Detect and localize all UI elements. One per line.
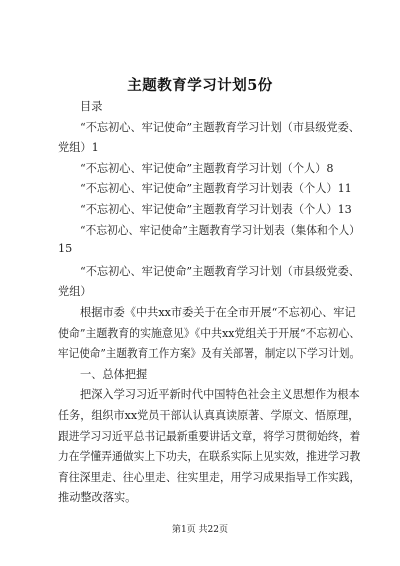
page-footer: 第1页 共22页	[171, 525, 229, 535]
paragraph-line: 育往深里走、往心里走、往实里走，用学习成果指导工作实践，	[58, 470, 361, 484]
paragraph-line: 任务，组织市xx党员干部认认真真读原著、学原文、悟原理，	[58, 409, 360, 422]
subsection-heading: 一、总体把握	[80, 367, 148, 381]
paragraph-line: 力在学懂弄通做实上下功夫，在联系实际上见实效，推进学习教	[58, 450, 361, 464]
document-title: 主题教育学习计划5份	[127, 77, 273, 94]
section-heading-continued: 党组）	[58, 285, 92, 299]
paragraph-line: 把深入学习习近平新时代中国特色社会主义思想作为根本	[80, 388, 360, 402]
section-heading: “不忘初心、牢记使命”主题教育学习计划（市县级党委、	[80, 264, 360, 278]
toc-item: “不忘初心、牢记使命”主题教育学习计划表（个人）13	[80, 203, 352, 216]
paragraph-line: 跟进学习习近平总书记最新重要讲话文章，将学习贯彻始终，着	[58, 429, 361, 443]
toc-item-continued: 党组）1	[58, 141, 99, 155]
toc-item: “不忘初心、牢记使命”主题教育学习计划表（个人）11	[80, 182, 352, 196]
toc-item: “不忘初心、牢记使命”主题教育学习计划（个人）8	[80, 161, 334, 175]
paragraph-line: 使命”主题教育的实施意见》《中共xx党组关于开展“不忘初心、	[58, 326, 361, 340]
toc-item-continued: 15	[58, 242, 73, 256]
paragraph-line: 根据市委《中共xx市委关于在全市开展“不忘初心、牢记	[80, 306, 356, 319]
toc-item: “不忘初心、牢记使命”主题教育学习计划（市县级党委、	[80, 120, 360, 134]
paragraph-line: 推动整改落实。	[58, 491, 137, 505]
toc-item: “不忘初心、牢记使命”主题教育学习计划表（集体和个人）	[80, 223, 361, 237]
toc-heading: 目录	[80, 100, 103, 113]
paragraph-line: 牢记使命”主题教育工作方案》及有关部署，制定以下学习计划。	[58, 347, 361, 361]
